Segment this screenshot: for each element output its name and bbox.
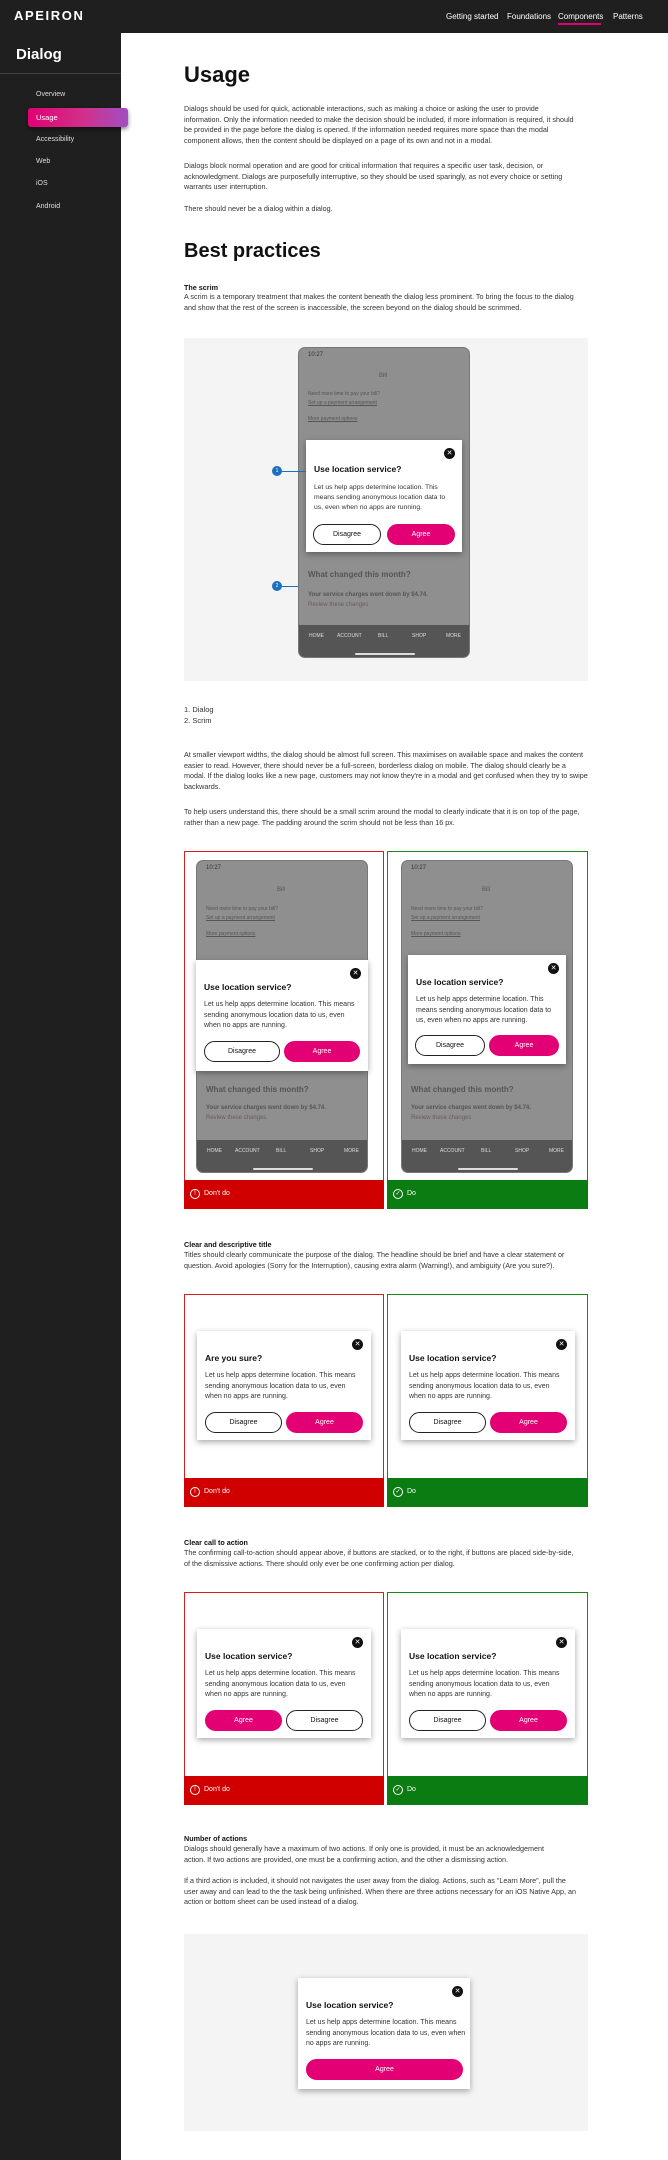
phone-changed: What changed this month? xyxy=(206,1085,309,1094)
tab-bill: BILL xyxy=(481,1148,492,1154)
warning-icon: ! xyxy=(190,1487,200,1497)
callout-line-2 xyxy=(282,586,298,587)
dialog-bad-title xyxy=(197,1331,371,1440)
sidebar xyxy=(0,33,121,2160)
nav-patterns[interactable]: Patterns xyxy=(613,12,643,21)
dialog-body: Let us help apps determine location. This means sending anonymous location data to us, even when no apps are running. xyxy=(416,996,552,1024)
phone-charges: Your service charges went down by $4.74. xyxy=(411,1105,531,1111)
dont-label-bar xyxy=(184,1180,384,1209)
phone-line3: More payment options xyxy=(308,416,358,422)
dialog-fullwidth xyxy=(196,960,368,1071)
dont-label-bar xyxy=(184,1478,384,1507)
scrim-heading: The scrim xyxy=(184,283,218,292)
logo[interactable]: APEIRON xyxy=(14,8,85,23)
phone-line3: More payment options xyxy=(206,931,256,937)
dialog-title: Use location service? xyxy=(314,464,402,474)
dialog-body: Let us help apps determine location. This means sending anonymous location data to us, even when no apps are running. xyxy=(409,1372,560,1400)
dialog-title: Use location service? xyxy=(416,977,504,987)
agree-button[interactable]: Agree xyxy=(489,1035,559,1056)
nav-foundations[interactable]: Foundations xyxy=(507,12,552,21)
legend-scrim: 2. Scrim xyxy=(184,716,212,725)
home-indicator xyxy=(253,1168,313,1170)
tab-shop: SHOP xyxy=(310,1148,325,1154)
phone-changed: What changed this month? xyxy=(308,570,411,579)
check-icon: ✓ xyxy=(393,1785,403,1795)
disagree-button[interactable]: Disagree xyxy=(313,524,381,545)
check-icon: ✓ xyxy=(393,1487,403,1497)
dialog-title: Use location service? xyxy=(204,982,292,992)
callout-line-1 xyxy=(282,471,306,472)
check-icon: ✓ xyxy=(393,1189,403,1199)
best-practices-heading: Best practices xyxy=(184,240,321,262)
agree-button[interactable]: Agree xyxy=(286,1412,363,1433)
nav-components[interactable]: Components xyxy=(558,12,604,21)
home-indicator xyxy=(458,1168,518,1170)
phone-header: Bill xyxy=(379,373,388,379)
disagree-button[interactable]: Disagree xyxy=(415,1035,485,1056)
phone-header: Bill xyxy=(482,887,491,893)
phone-tabbar xyxy=(197,1140,367,1173)
dialog-bad-cta xyxy=(197,1629,371,1738)
home-indicator xyxy=(355,653,415,655)
do-label: Do xyxy=(407,1190,416,1197)
close-icon[interactable]: ✕ xyxy=(352,1637,363,1648)
dont-label-bar xyxy=(184,1776,384,1805)
disagree-button[interactable]: Disagree xyxy=(204,1041,280,1062)
tab-shop: SHOP xyxy=(412,633,427,639)
tab-bill: BILL xyxy=(276,1148,287,1154)
tab-account: ACCOUNT xyxy=(235,1148,260,1154)
sidebar-item-accessibility[interactable]: Accessibility xyxy=(36,136,75,143)
tab-home: HOME xyxy=(309,633,324,639)
usage-paragraph-2: Dialogs block normal operation and are good for critical information that requires a specific user task, decision, or acknowledgment. Dialogs are purposefully interruptive, so they should be used sparingly, as not every choice or setting warrants user interruption. xyxy=(184,161,563,191)
dialog-body: Let us help apps determine location. This means sending anonymous location data to us, even when no apps are running. xyxy=(306,2019,466,2047)
phone-tabbar xyxy=(402,1140,572,1173)
tab-bill: BILL xyxy=(378,633,389,639)
tab-account: ACCOUNT xyxy=(440,1148,465,1154)
phone-review: Review these changes xyxy=(206,1115,267,1121)
dialog-good-cta xyxy=(401,1629,575,1738)
dont-label: Don't do xyxy=(204,1786,230,1793)
phone-tabbar xyxy=(299,625,469,658)
tab-more: MORE xyxy=(344,1148,359,1154)
cta-heading: Clear call to action xyxy=(184,1538,248,1547)
actions-text-2: If a third action is included, it should not navigates the user away from the dialog. Actions, such as "Learn More", pull the user away and can lead to the the task being unfinished. When there are three actions necessary for an iOS Native App, an action or bottom sheet can be used instead of a dialog. xyxy=(184,1876,576,1906)
dont-label: Don't do xyxy=(204,1488,230,1495)
usage-heading: Usage xyxy=(184,62,251,87)
tab-account: ACCOUNT xyxy=(337,633,362,639)
title-heading: Clear and descriptive title xyxy=(184,1240,272,1249)
tab-more: MORE xyxy=(549,1148,564,1154)
close-icon[interactable]: ✕ xyxy=(444,448,455,459)
dialog-body: Let us help apps determine location. This means sending anonymous location data to us, even when no apps are running. xyxy=(409,1670,560,1698)
cta-text: The confirming call-to-action should appear above, if buttons are stacked, or to the right, if buttons are placed side-by-side, of the dismissive actions. There should only ever be one confirming action per dialog. xyxy=(184,1548,574,1568)
legend-dialog: 1. Dialog xyxy=(184,705,214,714)
dialog-body: Let us help apps determine location. This means sending anonymous location data to us, even when no apps are running. xyxy=(205,1670,356,1698)
do-label: Do xyxy=(407,1488,416,1495)
do-label-bar xyxy=(387,1180,588,1209)
phone-line1: Need more time to pay your bill? xyxy=(206,906,278,912)
agree-button[interactable]: Agree xyxy=(205,1710,282,1731)
phone-review: Review these changes xyxy=(411,1115,472,1121)
close-icon[interactable]: ✕ xyxy=(352,1339,363,1350)
phone-review: Review these changes xyxy=(308,602,369,608)
disagree-button[interactable]: Disagree xyxy=(409,1710,486,1731)
dialog-single-action xyxy=(298,1978,470,2089)
disagree-button[interactable]: Disagree xyxy=(286,1710,363,1731)
sidebar-item-label: Usage xyxy=(36,113,58,122)
tab-home: HOME xyxy=(207,1148,222,1154)
dialog-title: Use location service? xyxy=(409,1651,497,1661)
phone-header: Bill xyxy=(277,887,286,893)
viewport-text: At smaller viewport widths, the dialog should be almost full screen. This maximises on available space and makes the content easier to read. However, there should never be a full-screen, borderless dialog on mobile. The dialog should clearly be a modal. If the dialog looks like a new page, customers may not know they're in a modal and get confused when they try to swipe backwards. xyxy=(184,750,588,791)
sidebar-item-overview[interactable]: Overview xyxy=(36,91,66,98)
dialog-good-title xyxy=(401,1331,575,1440)
dialog-body: Let us help apps determine location. This means sending anonymous location data to us, even when no apps are running. xyxy=(205,1372,356,1400)
disagree-button[interactable]: Disagree xyxy=(409,1412,486,1433)
phone-line1: Need more time to pay your bill? xyxy=(308,391,380,397)
tab-shop: SHOP xyxy=(515,1148,530,1154)
dont-label: Don't do xyxy=(204,1190,230,1197)
dialog-title: Use location service? xyxy=(205,1651,293,1661)
dialog-title: Use location service? xyxy=(306,2000,394,2010)
actions-heading: Number of actions xyxy=(184,1834,248,1843)
agree-button[interactable]: Agree xyxy=(284,1041,360,1062)
sidebar-divider xyxy=(0,73,121,74)
warning-icon: ! xyxy=(190,1189,200,1199)
phone-line3: More payment options xyxy=(411,931,461,937)
active-nav-indicator xyxy=(558,23,601,25)
do-label-bar xyxy=(387,1478,588,1507)
dialog-title: Use location service? xyxy=(409,1353,497,1363)
nav-getting-started[interactable]: Getting started xyxy=(446,12,499,21)
agree-button[interactable]: Agree xyxy=(387,524,455,545)
dialog-inset xyxy=(408,955,566,1064)
phone-line2: Set up a payment arrangement xyxy=(206,915,275,921)
sidebar-title: Dialog xyxy=(16,46,62,63)
scrim-help-text: To help users understand this, there should be a small scrim around the modal to clearly indicate that it is on top of the page, rather than a new page. The padding around the scrim should not be less than 16 px. xyxy=(184,807,580,827)
close-icon[interactable]: ✕ xyxy=(350,968,361,979)
close-icon[interactable]: ✕ xyxy=(556,1637,567,1648)
dialog xyxy=(306,440,462,552)
sidebar-item-ios[interactable]: iOS xyxy=(36,180,48,187)
do-label-bar xyxy=(387,1776,588,1805)
phone-charges: Your service charges went down by $4.74. xyxy=(308,592,428,598)
close-icon[interactable]: ✕ xyxy=(548,963,559,974)
sidebar-item-usage[interactable] xyxy=(28,108,128,127)
title-text: Titles should clearly communicate the purpose of the dialog. The headline should be brief and have a clear statement or question. Avoid apologies (Sorry for the Interruption), causing extra alarm (Warning!), and ambiguity (Are you sure?). xyxy=(184,1250,565,1270)
usage-paragraph-1: Dialogs should be used for quick, actionable interactions, such as making a choice or asking the user to provide information. Only the information needed to make the decision should be included, if more information is required, it should be provided in the page before the dialog is opened. If the information needed requires more space than the modal component allows, then the content should be displayed on a page of its own and not in a modal. xyxy=(184,104,574,145)
disagree-button[interactable]: Disagree xyxy=(205,1412,282,1433)
do-label: Do xyxy=(407,1786,416,1793)
tab-home: HOME xyxy=(412,1148,427,1154)
dialog-body: Let us help apps determine location. This means sending anonymous location data to us, even when no apps are running. xyxy=(204,1001,355,1029)
sidebar-item-android[interactable]: Android xyxy=(36,203,61,210)
close-icon[interactable]: ✕ xyxy=(556,1339,567,1350)
dialog-body: Let us help apps determine location. This means sending anonymous location data to us, even when no apps are running. xyxy=(314,484,446,511)
close-icon[interactable]: ✕ xyxy=(452,1986,463,1997)
phone-changed: What changed this month? xyxy=(411,1085,514,1094)
scrim-text: A scrim is a temporary treatment that makes the content beneath the dialog less prominent. To bring the focus to the dialog and show that the rest of the screen is inaccessible, the screen beyond on the dialog should be scrimmed. xyxy=(184,292,574,312)
phone-charges: Your service charges went down by $4.74. xyxy=(206,1105,326,1111)
status-time: 10:27 xyxy=(206,865,222,871)
phone-line1: Need more time to pay your bill? xyxy=(411,906,483,912)
agree-button[interactable]: Agree xyxy=(306,2059,463,2080)
actions-text-1: Dialogs should generally have a maximum of two actions. If only one is provided, it must be an acknowledgement action. If two actions are provided, one must be a confirming action, and the other a dismissing action. xyxy=(184,1844,544,1864)
dialog-title: Are you sure? xyxy=(205,1353,263,1363)
phone-line2: Set up a payment arrangement xyxy=(308,400,377,406)
agree-button[interactable]: Agree xyxy=(490,1412,567,1433)
warning-icon: ! xyxy=(190,1785,200,1795)
agree-button[interactable]: Agree xyxy=(490,1710,567,1731)
tab-more: MORE xyxy=(446,633,461,639)
sidebar-item-web[interactable]: Web xyxy=(36,158,51,165)
callout-1: 1 xyxy=(272,466,282,476)
status-time: 10:27 xyxy=(411,865,427,871)
status-time: 10:27 xyxy=(308,352,324,358)
usage-paragraph-3: There should never be a dialog within a dialog. xyxy=(184,204,333,213)
callout-2: 2 xyxy=(272,581,282,591)
phone-line2: Set up a payment arrangement xyxy=(411,915,480,921)
